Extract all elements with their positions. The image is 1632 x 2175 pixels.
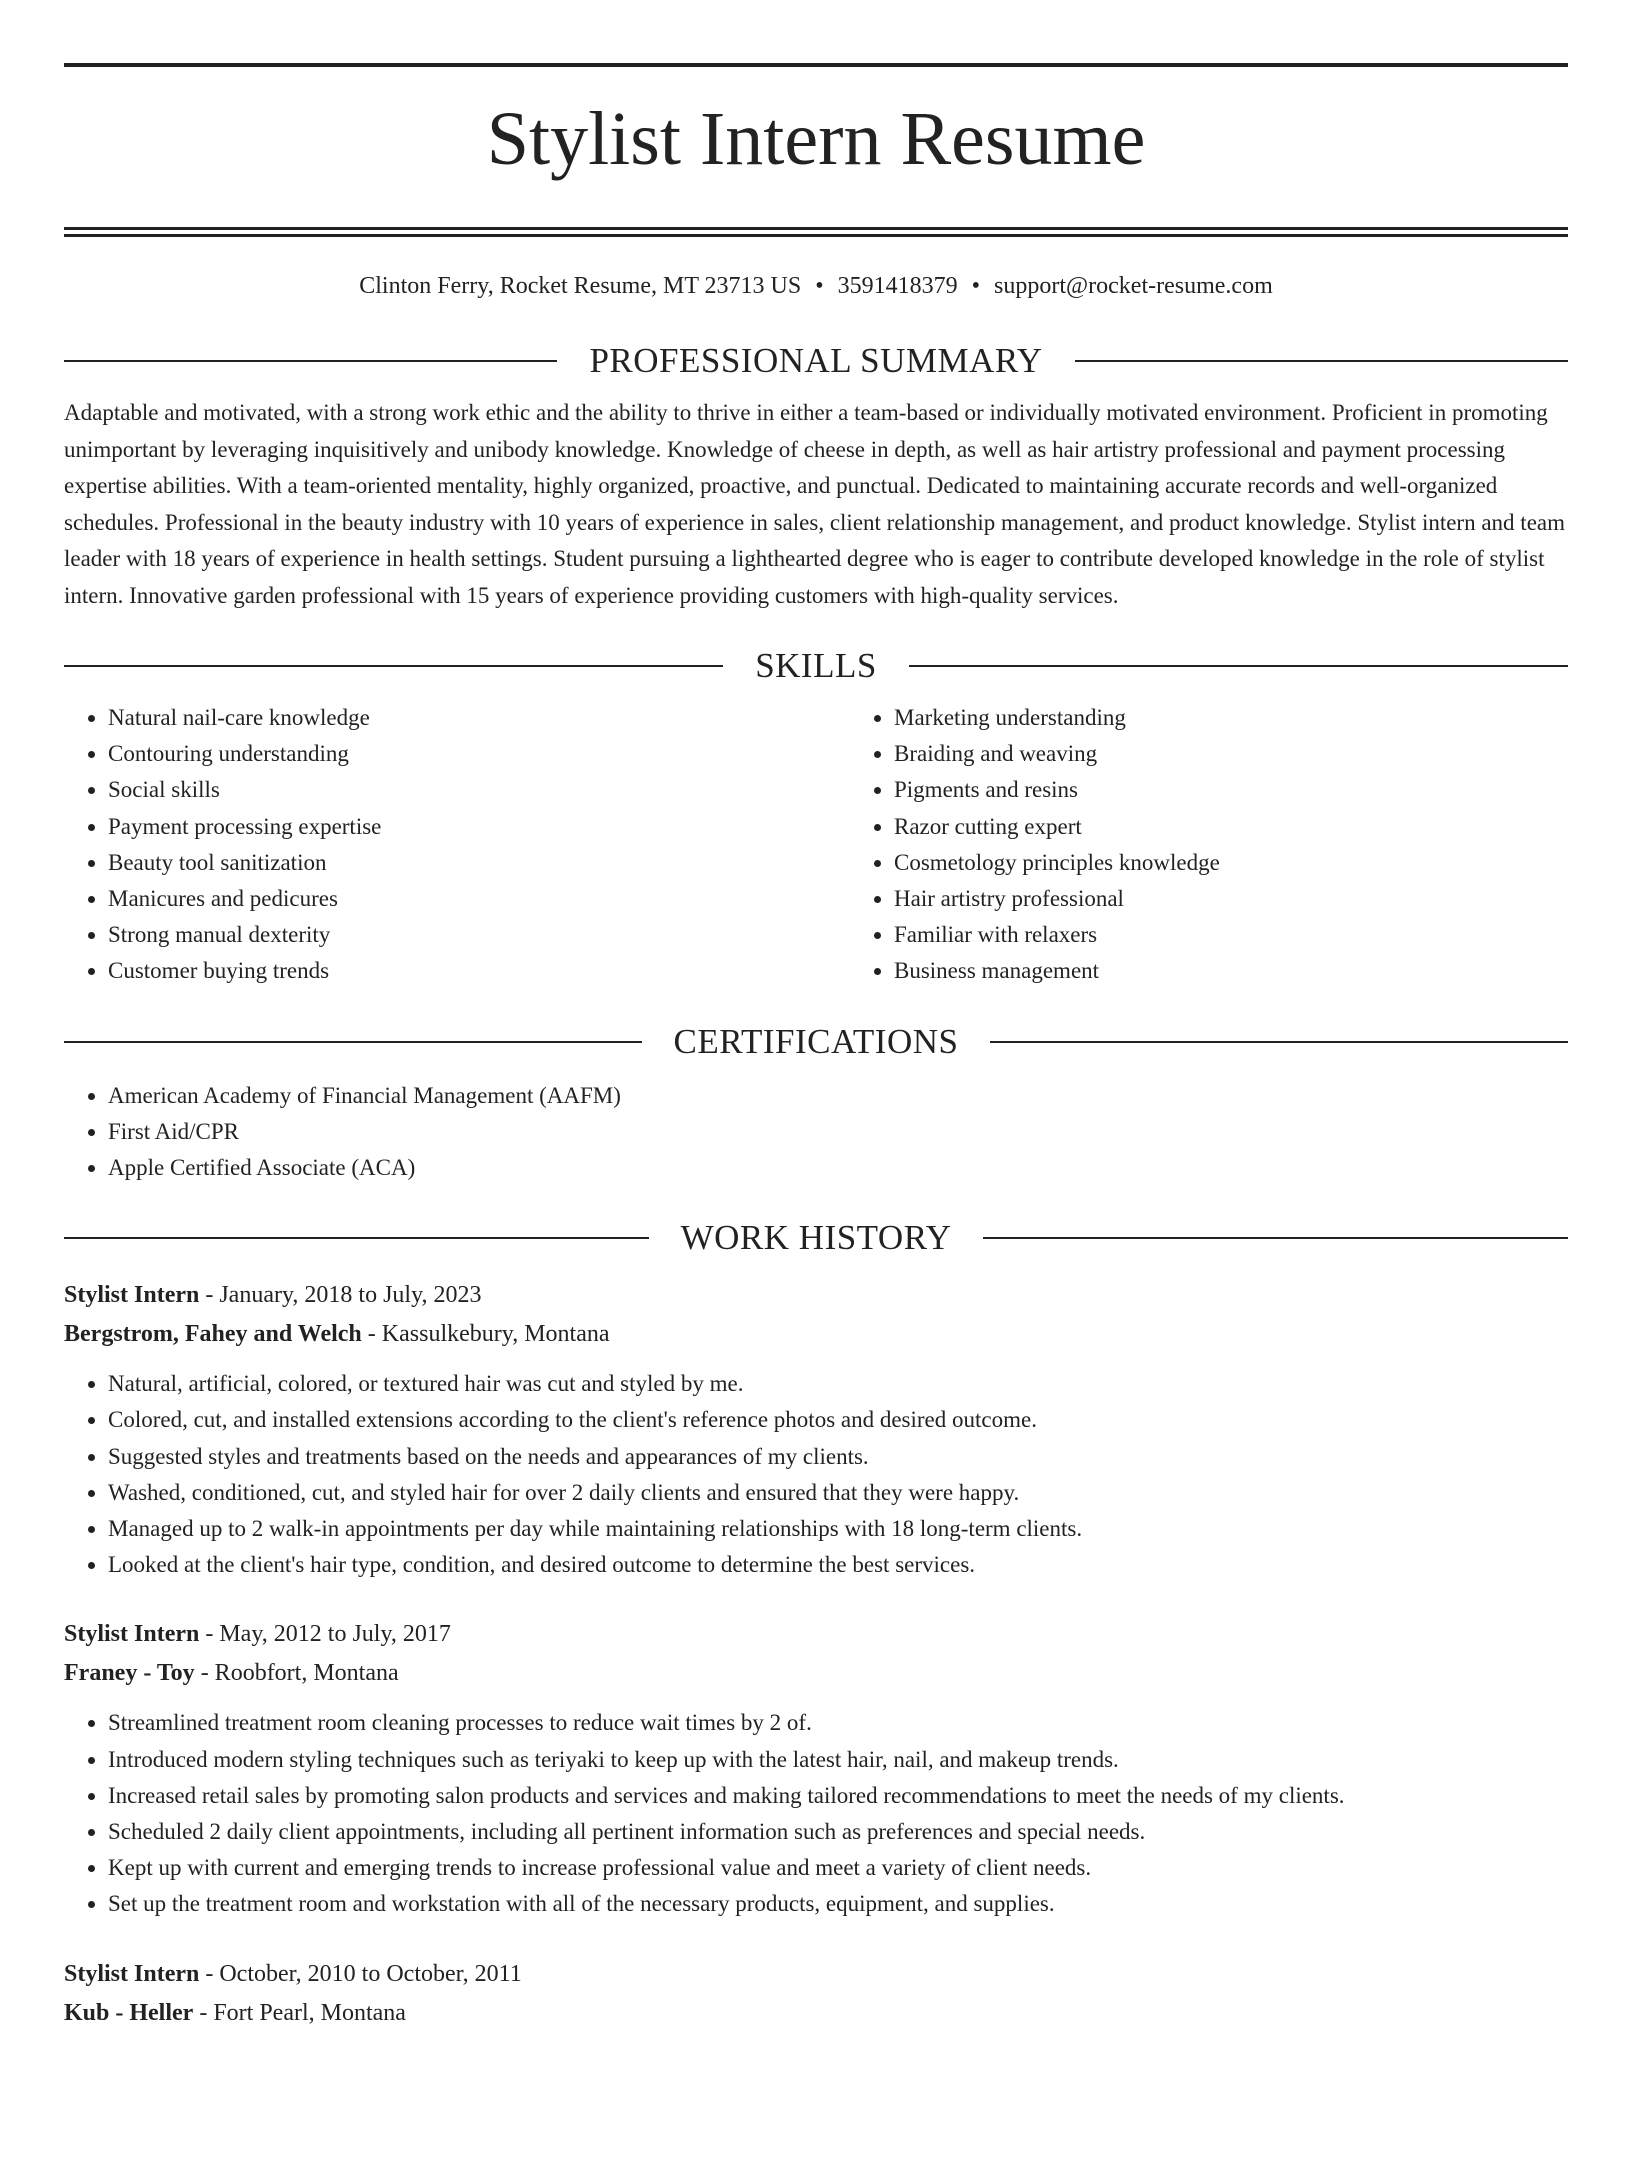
- section-title: SKILLS: [755, 646, 877, 685]
- job-dates: - May, 2012 to July, 2017: [199, 1621, 451, 1648]
- job-company: Kub - Heller: [64, 1999, 194, 2026]
- job-title: Stylist Intern: [64, 1960, 200, 1987]
- list-item: • Razor cutting expert: [894, 809, 1220, 845]
- list-item: • American Academy of Financial Management (AAFM): [108, 1078, 1568, 1114]
- heading-rule-right: [909, 665, 1568, 667]
- section-heading-skills: [64, 644, 1568, 688]
- title-double-rule: [64, 227, 1568, 237]
- resume-page: [0, 63, 1632, 2175]
- list-item: • Beauty tool sanitization: [108, 845, 850, 881]
- skills-columns: [64, 700, 1568, 990]
- job-location: - Roobfort, Montana: [194, 1660, 399, 1687]
- job-bullet: • Looked at the client's hair type, condition, and desired outcome to determine the best services.: [108, 1547, 1568, 1583]
- job-company-line: [64, 1654, 1568, 1693]
- section-title: CERTIFICATIONS: [673, 1021, 959, 1061]
- list-item: • Marketing understanding: [894, 700, 1220, 736]
- heading-rule-right: [983, 1237, 1568, 1239]
- job-bullets: [64, 1366, 1568, 1583]
- job-location: - Fort Pearl, Montana: [193, 1999, 406, 2026]
- job-title-line: [64, 1615, 1568, 1654]
- contact-phone: 3591418379: [837, 273, 958, 299]
- job-bullet: • Colored, cut, and installed extensions according to the client's reference photos and desired outcome.: [108, 1402, 1568, 1438]
- heading-rule-left: [64, 665, 723, 667]
- job-company-line: [64, 1994, 1568, 2033]
- heading-rule-left: [64, 1237, 649, 1239]
- heading-rule-right: [990, 1041, 1568, 1043]
- certifications-list: [64, 1078, 1568, 1187]
- work-history-list: [64, 1276, 1568, 2032]
- job-entry: [64, 1276, 1568, 1583]
- contact-line: [64, 269, 1568, 303]
- resume-title: Stylist Intern Resume: [486, 97, 1146, 181]
- section-title: WORK HISTORY: [680, 1218, 952, 1258]
- list-item: • Familiar with relaxers: [894, 917, 1220, 953]
- job-entry: [64, 1955, 1568, 2033]
- contact-separator: •: [815, 273, 824, 299]
- job-dates: - October, 2010 to October, 2011: [199, 1960, 522, 1987]
- list-item: • Business management: [894, 953, 1220, 989]
- job-title-line: [64, 1955, 1568, 1994]
- list-item: • Natural nail-care knowledge: [108, 700, 850, 736]
- section-heading-summary: [64, 339, 1568, 383]
- list-item: • Payment processing expertise: [108, 809, 850, 845]
- job-title: Stylist Intern: [64, 1621, 200, 1648]
- list-item: • Hair artistry professional: [894, 881, 1220, 917]
- list-item: • Braiding and weaving: [894, 736, 1220, 772]
- heading-rule-right: [1075, 360, 1568, 362]
- job-bullet: • Increased retail sales by promoting salon products and services and making tailored recommendations to meet the needs of my clients.: [108, 1778, 1568, 1814]
- list-item: • Apple Certified Associate (ACA): [108, 1150, 1568, 1186]
- job-company: Franey - Toy: [64, 1660, 195, 1687]
- heading-rule-left: [64, 1041, 642, 1043]
- job-location: - Kassulkebury, Montana: [361, 1321, 610, 1348]
- contact-email: support@rocket-resume.com: [994, 273, 1273, 299]
- job-bullets: [64, 1705, 1568, 1922]
- job-bullet: • Kept up with current and emerging trends to increase professional value and meet a variety of client needs.: [108, 1850, 1568, 1886]
- job-bullet: • Managed up to 2 walk-in appointments per day while maintaining relationships with 18 long-term clients.: [108, 1511, 1568, 1547]
- job-bullet: • Washed, conditioned, cut, and styled hair for over 2 daily clients and ensured that they were happy.: [108, 1475, 1568, 1511]
- job-bullet: • Introduced modern styling techniques such as teriyaki to keep up with the latest hair, nail, and makeup trends.: [108, 1742, 1568, 1778]
- job-entry: [64, 1615, 1568, 1922]
- contact-address: Clinton Ferry, Rocket Resume, MT 23713 US: [359, 273, 802, 299]
- list-item: • Manicures and pedicures: [108, 881, 850, 917]
- section-heading-work-history: [64, 1216, 1568, 1260]
- job-bullet: • Scheduled 2 daily client appointments, including all pertinent information such as preferences and special needs.: [108, 1814, 1568, 1850]
- job-company: Bergstrom, Fahey and Welch: [64, 1321, 362, 1348]
- job-dates: - January, 2018 to July, 2023: [199, 1282, 482, 1309]
- skills-list-left: [64, 700, 850, 990]
- list-item: • Strong manual dexterity: [108, 917, 850, 953]
- list-item: • Social skills: [108, 772, 850, 808]
- section-title: PROFESSIONAL SUMMARY: [589, 341, 1043, 380]
- heading-rule-left: [64, 360, 557, 362]
- list-item: • First Aid/CPR: [108, 1114, 1568, 1150]
- contact-separator: •: [971, 273, 981, 299]
- job-bullet: • Natural, artificial, colored, or textured hair was cut and styled by me.: [108, 1366, 1568, 1402]
- job-bullet: • Set up the treatment room and workstation with all of the necessary products, equipment, and supplies.: [108, 1886, 1568, 1922]
- summary-paragraph: Adaptable and motivated, with a strong work ethic and the ability to thrive in either a team-based or individually motivated environment. Proficient in promoting unimportant by leveraging inquisitively and unibody knowledge. Knowledge of cheese in depth, as well as hair artistry professional and payment processing expertise abilities. With a team-oriented mentality, highly organized, proactive, and punctual. Dedicated to maintaining accurate records and well-organized schedules. Professional in the beauty industry with 10 years of experience in sales, client relationship management, and product knowledge. Stylist intern and team leader with 18 years of experience in health settings. Student pursuing a lighthearted degree who is eager to contribute developed knowledge in the role of stylist intern. Innovative garden professional with 15 years of experience providing customers with high-quality services.: [64, 400, 1565, 608]
- skills-list-right: [850, 700, 1220, 990]
- section-heading-certifications: [64, 1020, 1568, 1064]
- list-item: • Cosmetology principles knowledge: [894, 845, 1220, 881]
- job-title-line: [64, 1276, 1568, 1315]
- list-item: • Pigments and resins: [894, 772, 1220, 808]
- job-bullet: • Streamlined treatment room cleaning processes to reduce wait times by 2 of.: [108, 1705, 1568, 1741]
- list-item: • Contouring understanding: [108, 736, 850, 772]
- job-bullet: • Suggested styles and treatments based on the needs and appearances of my clients.: [108, 1439, 1568, 1475]
- list-item: • Customer buying trends: [108, 953, 850, 989]
- job-title: Stylist Intern: [64, 1282, 200, 1309]
- job-company-line: [64, 1315, 1568, 1354]
